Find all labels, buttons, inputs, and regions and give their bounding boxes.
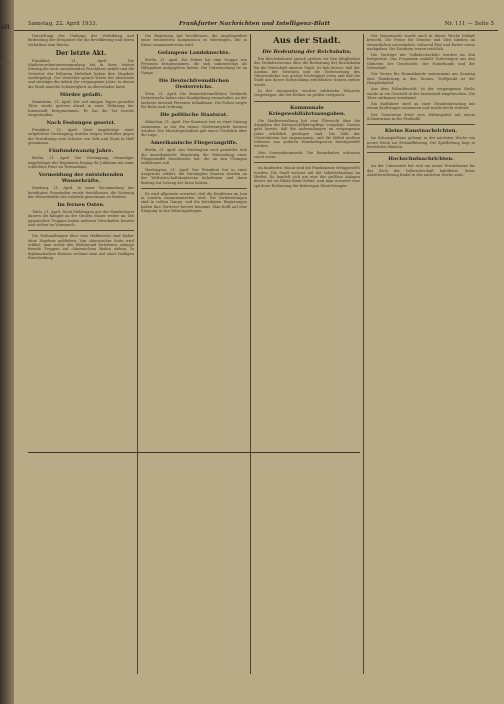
col3-paragraph-1: Ein Reichsbahnrat sprach gestern vor den Mitgliedern des Verkehrsvereins über die Bedeutung der Reichsbahn für die Wirtschaft unserer Stadt. Er hob hervor, daß der Ausbau der Strecken und die Verbesserung des Güterverkehrs von großer Wichtigkeit seien und daß die Stadt aus dieser Entwicklung erheblichen Nutzen ziehen werde. [254,57,360,87]
col2-heading-1: Gefangene Landsknechte. [157,49,231,56]
col4-paragraph-6: Der Turnverein feiert sein Stiftungsfest mit einem Schauturnen in der Festhalle. [367,112,475,122]
col3-divider-2 [254,162,360,163]
col1-paragraph-1: Frankfurt, 21. April. Die Stadtverordnetenversammlung hat in ihrer letzten Sitzung die noch ausstehenden Beschlüsse gefaßt und die Vertreter der früheren Mehrheit haben ihre Mandate niedergelegt. Der Vorsteher sprach Worte des Abschieds und würdigte die Arbeit der vergangenen Jahre, in denen die Stadt manche Schwierigkeit zu überwinden hatte. [28,58,134,89]
col2-heading-2: Die Deutschfreundlichen Oesterreichs. [158,78,230,91]
col4-paragraph-8: An der Universität hat sich ein neuer Privatdozent für das Fach der Volkswirtschaft habilitiert. Seine Antrittsvorlesung findet in der nächsten Woche statt. [367,164,475,177]
col4-heading-2: Hochschulnachrichten. [388,156,454,163]
col1-paragraph-2: Mannheim, 21. April. Der seit einigen Tagen gesuchte Täter wurde gestern abend in einer Wohnung der Innenstadt festgenommen. Er hat die Tat bereits eingestanden. [28,99,134,117]
column-rule-3 [363,34,364,674]
col1-paragraph-6: Tokio, 21. April. Nach Meldungen aus der Mandschurei dauern die Kämpfe an der Großen Mauer weiter an. Die japanischen Truppen haben mehrere Ortschaften besetzt und stehen im Vormarsch. [28,210,134,228]
col3-paragraph-4: Neu Sonnenbaumwerk. Die Bauarbeiten schreiten rasch voran. [254,150,360,160]
col3-heading-1: Aus der Stadt. [273,36,341,46]
col1-paragraph-5: Marburg, 21. April. In einer Versammlung der beteiligten Gemeinden wurde beschlossen, die Nutzung der Wasserkräfte des Lahntals gemeinsam zu fördern. [28,186,134,199]
col4-heading-1: Kleine Kunstnachrichten. [384,128,458,135]
strip-marker: ält [1,24,10,31]
col3-divider-1 [254,101,360,102]
strip-year: 1933. [0,60,12,65]
col3-heading-3: Kommunale Kriegswohlfahrtsausgaben. [268,104,346,117]
col1-divider [28,230,134,231]
col4-paragraph-1: Der Hauptmarkt wurde auch in dieser Woche lebhaft besucht. Die Preise für Gemüse und Obst blieben im wesentlichen unverändert, während Eier und Butter etwas nachgaben. Die Zufuhren waren reichlich. [367,34,475,51]
col1-heading-6: Im fernen Osten. [57,202,105,209]
col4-paragraph-5: Ein Radfahrer stieß an einer Straßenkreuzung mit einem Kraftwagen zusammen und wurde leicht verletzt. [367,102,475,111]
header-number: Nr. 111 — Seite 5 [444,21,494,27]
binding-spine [0,0,14,704]
col2-paragraph-2: Wien, 21. April. Die deutschfreundlichen Verbände Oesterreichs haben eine Kundgebung veranstaltet, an der mehrere tausend Personen teilnahmen. Die Polizei sorgte für Ruhe und Ordnung. [141,92,247,109]
section-divider [28,452,360,453]
col2-top-text: Die Regierung hat beschlossen, die Angelegenheit einer besonderen Kommission zu übertragen, die in Kürze zusammentreten wird. [141,34,247,47]
col2-paragraph-1: Berlin, 21. April. Die Polizei hat eine Gruppe von Personen festgenommen, die sich unberechtigt als Hilfspolizei ausgegeben hatten. Die Untersuchung ist im Gange. [141,57,247,75]
col1-heading-5: Vermeidung der entstehenden Wasserkräfte. [38,172,124,185]
page-header [14,18,498,31]
col4-divider-2 [367,152,475,153]
col2-paragraph-5: Washington, 21. April. Der Präsident hat in einer Ansprache erklärt, die Vereinigten Staaten würden an der Weltwirtschaftskonferenz teilnehmen und ihren Beitrag zur Lösung der Krise leisten. [141,167,247,185]
col1-heading-3: Nach Festungen gesetzt. [46,120,116,127]
col3-paragraph-2: In der Aussprache wurden zahlreiche Wünsche vorgetragen, die der Redner zu prüfen versprach. [254,89,360,98]
col1-top-text: Darstellung des Umfangs der Verleihung und Bedeutung der Ereignisse für die Bevölkerung und deren Verhältnis zum Reiche. [28,34,134,47]
col3-paragraph-5: Im laufenden Monat sind die Fundamente fertiggestellt worden. Die Stadt rechnet mit der Inbetriebnahme im Herbst. Es handelt sich um eine der größten Anlagen dieser Art im Rhein-Main-Gebiet, und man erwartet eine spürbare Entlastung der bisherigen Einrichtungen. [254,166,360,188]
column-1 [28,34,134,674]
col2-heading-4: Amerikanische Fliegerangriffe. [150,140,238,147]
col4-divider-1 [367,124,475,125]
column-4 [367,34,475,674]
col2-paragraph-4: Berlin, 21. April. Aus Washington wird gemeldet, daß die amerikanische Regierung die Entsendung einer Fliegerstaffel beschlossen hat, die an den Übungen teilnehmen soll. [141,148,247,166]
column-rule-1 [137,34,138,674]
column-rule-2 [250,34,251,674]
header-masthead: Frankfurter Nachrichten und Intelligenz-Blatt [179,21,330,27]
col4-paragraph-2: Die Vorträge der Volkshochschule werden im Mai fortgesetzt. Das Programm umfaßt Vorlesungen aus den Gebieten der Geschichte, der Naturkunde und der Wirtschaft. [367,53,475,71]
col1-heading-1: Der letzte Akt. [55,49,107,57]
col2-paragraph-6: Es wird allgemein erwartet, daß die Konferenz im Juni in London zusammentreten wird. Die Vorbereitungen sind in vollem Gange, und die beteiligten Regierungen haben ihre Vertreter bereits benannt. Man hofft auf eine Einigung in den Währungsfragen. [141,191,247,214]
col1-paragraph-3: Frankfurt, 21. April. Zwei Angehörige einer aufgelösten Vereinigung wurden wegen Verstoßes gegen die Verordnung zum Schutze von Volk und Staat in Haft genommen. [28,128,134,146]
column-3 [254,34,360,674]
col3-heading-2: Die Bedeutung der Reichsbahn. [262,49,352,55]
header-date: Samstag, 22. April 1933. [28,21,98,27]
col4-paragraph-4: Aus dem Polizeibericht. In der vergangenen Nacht wurde in ein Geschäft in der Innenstadt eingebrochen. Die Täter entkamen unerkannt. [367,87,475,100]
col1-paragraph-4: Berlin, 21. April. Die Vereinigung ehemaliger Angehöriger des Regiments beging ihr Jubiläum mit einer schlichten Feier im Vereinshaus. [28,156,134,169]
col4-paragraph-3: Der Verein für Heimatkunde unternimmt am Sonntag eine Wanderung in den Taunus. Treffpunkt ist der Hauptbahnhof. [367,72,475,85]
column-2 [141,34,247,674]
col1-heading-2: Mörder gefaßt. [59,91,103,98]
col2-paragraph-3: München, 21. April. Der Staatsrat trat zu einer Sitzung zusammen, in der die neuen Gesetzentwürfe beraten wurden. Der Ministerpräsident gab einen Überblick über die Lage. [141,120,247,138]
col1-heading-4: Fünfundzwanzig Jahre. [48,148,114,155]
col2-heading-3: Die politische Staatsrat. [160,112,228,119]
col3-paragraph-3: Die Stadtverwaltung hat eine Übersicht über die Ausgaben der Kriegswohlfahrtspflege vorgelegt. Daraus geht hervor, daß die Aufwendungen im vergangenen Jahre erheblich gestiegen sind. Die Zahl der Unterstützten hat zugenommen, und die Mittel mußten teilweise aus anderen Haushaltsposten bereitgestellt werden. [254,118,360,149]
col1-paragraph-7: Die Verhandlungen über eine Waffenruhe sind bisher ohne Ergebnis geblieben. Von chinesischer Seite wird erklärt, man werde den Widerstand fortsetzen, solange fremde Truppen auf chinesischem Boden stehen. In diplomatischen Kreisen rechnet man mit einer baldigen Entscheidung. [28,234,134,260]
col2-divider [141,188,247,189]
col4-paragraph-7: Im Schauspielhaus gelangt in der nächsten Woche ein neues Stück zur Erstaufführung. Die Spielleitung liegt in bewährten Händen. [367,136,475,149]
